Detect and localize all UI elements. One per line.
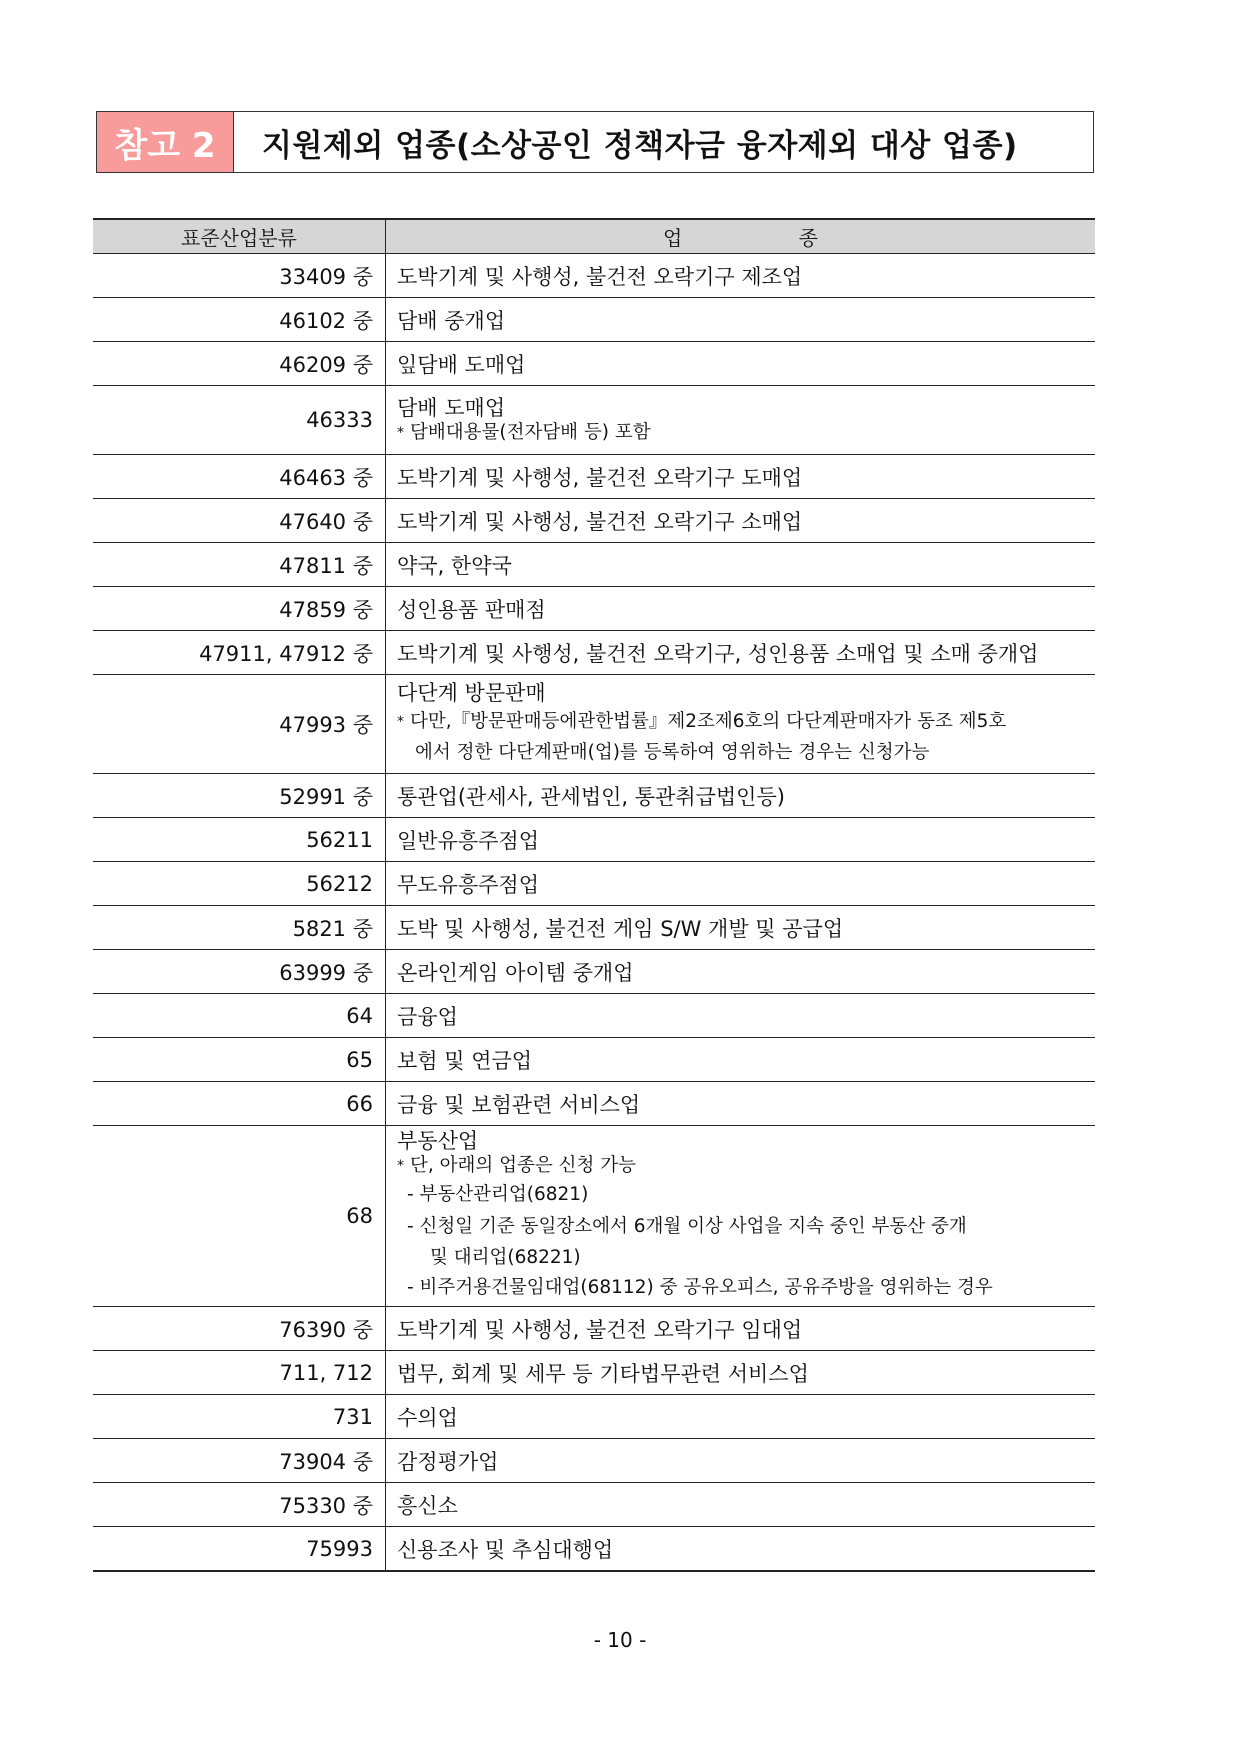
row-code: 75330 중 bbox=[93, 1483, 386, 1527]
row-code: 731 bbox=[93, 1395, 386, 1439]
table-row bbox=[93, 675, 1095, 774]
table-row bbox=[93, 254, 1095, 298]
row-code: 56212 bbox=[93, 862, 386, 906]
table-row bbox=[93, 1307, 1095, 1351]
table-row bbox=[93, 862, 1095, 906]
row-code: 46102 중 bbox=[93, 298, 386, 342]
row-industry-cell bbox=[386, 675, 1096, 774]
header-industry: 업 종 bbox=[386, 219, 1096, 254]
row-sub-item: - 비주거용건물임대업(68112) 중 공유오피스, 공유주방을 영위하는 경우 bbox=[407, 1277, 993, 1298]
table-row bbox=[93, 1483, 1095, 1527]
row-industry: 신용조사 및 추심대행업 bbox=[386, 1527, 1096, 1572]
table-row bbox=[93, 994, 1095, 1038]
note-asterisk: * bbox=[397, 424, 404, 441]
row-industry-cell bbox=[386, 1126, 1096, 1307]
row-code: 73904 중 bbox=[93, 1439, 386, 1483]
row-industry: 도박기계 및 사행성, 불건전 오락기구 제조업 bbox=[386, 254, 1096, 298]
page-number: - 10 - bbox=[593, 1628, 647, 1652]
row-code: 33409 중 bbox=[93, 254, 386, 298]
row-code: 68 bbox=[93, 1126, 386, 1307]
row-industry: 성인용품 판매점 bbox=[386, 587, 1096, 631]
row-industry: 금융업 bbox=[386, 994, 1096, 1038]
row-code: 47993 중 bbox=[93, 675, 386, 774]
row-industry: 법무, 회계 및 세무 등 기타법무관련 서비스업 bbox=[386, 1351, 1096, 1395]
table-row bbox=[93, 1126, 1095, 1307]
row-code: 46209 중 bbox=[93, 342, 386, 386]
row-sub-item-continued: 및 대리업(68221) bbox=[430, 1247, 581, 1268]
row-industry: 감정평가업 bbox=[386, 1439, 1096, 1483]
table-row bbox=[93, 1395, 1095, 1439]
row-note: * 다만,『방문판매등에관한법률』제2조제6호의 다단계판매자가 동조 제5호 bbox=[397, 710, 1007, 732]
row-code: 52991 중 bbox=[93, 774, 386, 818]
row-code: 711, 712 bbox=[93, 1351, 386, 1395]
row-code: 64 bbox=[93, 994, 386, 1038]
table-row bbox=[93, 950, 1095, 994]
row-industry: 담배 도매업 bbox=[397, 395, 506, 420]
table-row bbox=[93, 906, 1095, 950]
row-industry: 보험 및 연금업 bbox=[386, 1038, 1096, 1082]
row-code: 65 bbox=[93, 1038, 386, 1082]
row-industry: 도박기계 및 사행성, 불건전 오락기구 소매업 bbox=[386, 499, 1096, 543]
row-industry: 잎담배 도매업 bbox=[386, 342, 1096, 386]
table-row bbox=[93, 1038, 1095, 1082]
row-industry: 무도유흥주점업 bbox=[386, 862, 1096, 906]
reference-label: 참고 2 bbox=[97, 112, 234, 172]
table-row bbox=[93, 774, 1095, 818]
row-sub-item: - 부동산관리업(6821) bbox=[407, 1184, 589, 1205]
row-code: 47640 중 bbox=[93, 499, 386, 543]
table-row bbox=[93, 1082, 1095, 1126]
row-code: 46463 중 bbox=[93, 455, 386, 499]
row-industry: 일반유흥주점업 bbox=[386, 818, 1096, 862]
table-row bbox=[93, 455, 1095, 499]
table-row bbox=[93, 1439, 1095, 1483]
row-code: 56211 bbox=[93, 818, 386, 862]
row-industry: 다단계 방문판매 bbox=[397, 680, 546, 705]
title-box bbox=[96, 111, 1094, 173]
page-title: 지원제외 업종(소상공인 정책자금 융자제외 대상 업종) bbox=[262, 127, 1018, 164]
row-industry: 흥신소 bbox=[386, 1483, 1096, 1527]
excluded-industries-table bbox=[93, 218, 1095, 1572]
table-row bbox=[93, 342, 1095, 386]
table-row bbox=[93, 587, 1095, 631]
row-code: 66 bbox=[93, 1082, 386, 1126]
row-industry-cell bbox=[386, 386, 1096, 455]
row-industry: 도박기계 및 사행성, 불건전 오락기구, 성인용품 소매업 및 소매 중개업 bbox=[386, 631, 1096, 675]
row-code: 63999 중 bbox=[93, 950, 386, 994]
note-asterisk: * bbox=[397, 1158, 404, 1174]
note-asterisk: * bbox=[397, 713, 404, 730]
table-row bbox=[93, 1527, 1095, 1572]
table-row bbox=[93, 499, 1095, 543]
table-row bbox=[93, 298, 1095, 342]
row-code: 75993 bbox=[93, 1527, 386, 1572]
row-industry: 부동산업 bbox=[397, 1129, 479, 1153]
row-note: * 담배대용물(전자담배 등) 포함 bbox=[397, 421, 651, 443]
row-industry: 도박기계 및 사행성, 불건전 오락기구 임대업 bbox=[386, 1307, 1096, 1351]
row-industry: 담배 중개업 bbox=[386, 298, 1096, 342]
table-row bbox=[93, 543, 1095, 587]
row-note-continued: 에서 정한 다단계판매(업)를 등록하여 영위하는 경우는 신청가능 bbox=[415, 741, 930, 763]
row-code: 47911, 47912 중 bbox=[93, 631, 386, 675]
row-industry: 도박기계 및 사행성, 불건전 오락기구 도매업 bbox=[386, 455, 1096, 499]
header-code: 표준산업분류 bbox=[93, 219, 386, 254]
row-industry: 수의업 bbox=[386, 1395, 1096, 1439]
row-industry: 도박 및 사행성, 불건전 게임 S/W 개발 및 공급업 bbox=[386, 906, 1096, 950]
row-industry: 약국, 한약국 bbox=[386, 543, 1096, 587]
row-sub-item: - 신청일 기준 동일장소에서 6개월 이상 사업을 지속 중인 부동산 중개 bbox=[407, 1216, 967, 1237]
row-industry: 금융 및 보험관련 서비스업 bbox=[386, 1082, 1096, 1126]
row-code: 76390 중 bbox=[93, 1307, 386, 1351]
table-header-row bbox=[93, 219, 1095, 254]
table-row bbox=[93, 818, 1095, 862]
row-code: 47811 중 bbox=[93, 543, 386, 587]
row-code: 5821 중 bbox=[93, 906, 386, 950]
row-industry: 온라인게임 아이템 중개업 bbox=[386, 950, 1096, 994]
table-row bbox=[93, 386, 1095, 455]
row-code: 47859 중 bbox=[93, 587, 386, 631]
table-row bbox=[93, 631, 1095, 675]
row-note: * 단, 아래의 업종은 신청 가능 bbox=[397, 1155, 636, 1176]
table-row bbox=[93, 1351, 1095, 1395]
row-code: 46333 bbox=[93, 386, 386, 455]
row-industry: 통관업(관세사, 관세법인, 통관취급법인등) bbox=[386, 774, 1096, 818]
